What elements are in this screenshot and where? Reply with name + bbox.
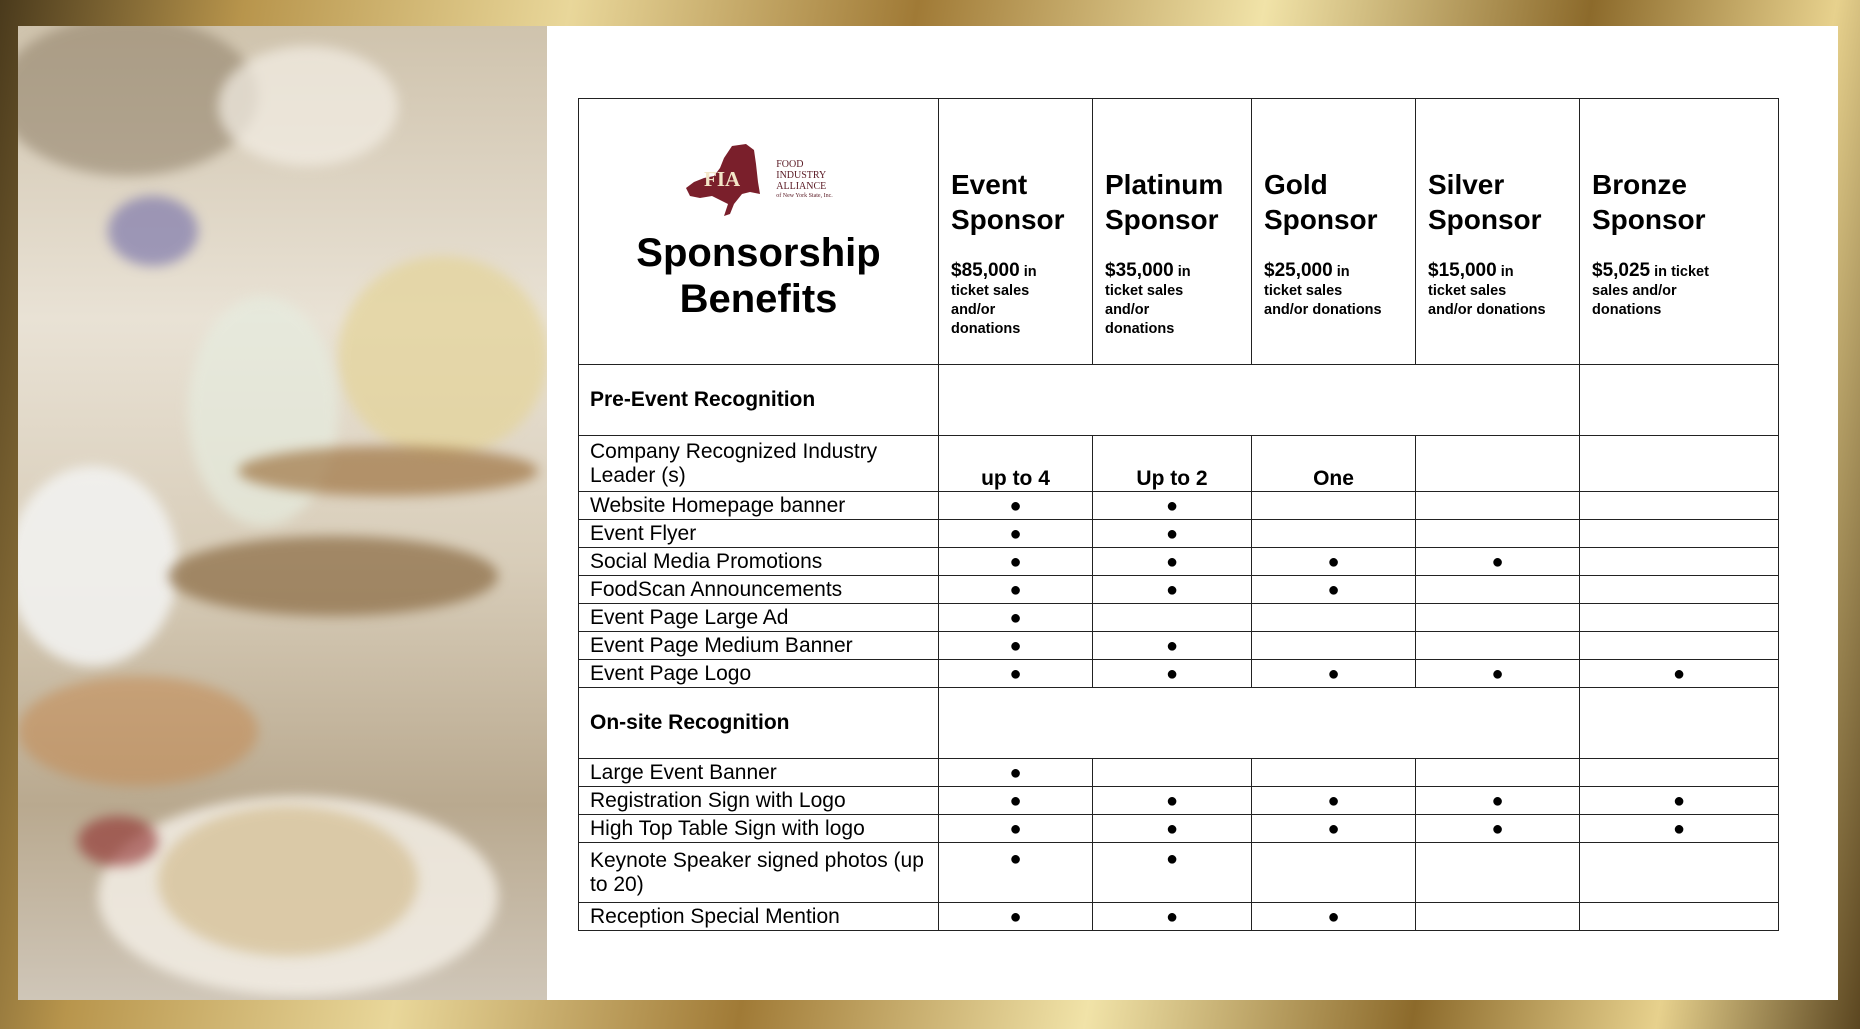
benefit-label: High Top Table Sign with logo <box>579 815 939 843</box>
tier-name: Silver Sponsor <box>1428 169 1542 235</box>
benefit-row <box>579 604 1779 632</box>
benefit-label: Registration Sign with Logo <box>579 787 939 815</box>
fia-logo-wordmark: FOOD INDUSTRY ALLIANCE of New York State, Inc. <box>776 159 833 199</box>
benefit-label: Event Page Logo <box>579 660 939 688</box>
benefit-row <box>579 492 1779 520</box>
tier-header-3 <box>1416 99 1580 365</box>
fia-logo <box>579 142 938 218</box>
benefit-row <box>579 660 1779 688</box>
section-blank <box>939 365 1580 436</box>
benefit-cell <box>1252 759 1416 787</box>
benefit-cell <box>1580 903 1779 931</box>
benefit-cell: Up to 2 <box>1093 436 1252 492</box>
benefit-included-mark: ● <box>939 759 1093 787</box>
benefit-cell <box>1252 520 1416 548</box>
benefit-included-mark: ● <box>939 787 1093 815</box>
benefit-row <box>579 843 1779 903</box>
benefit-included-mark: ● <box>1580 815 1779 843</box>
benefit-row <box>579 903 1779 931</box>
benefit-included-mark: ● <box>1580 787 1779 815</box>
benefit-included-mark: ● <box>1416 548 1580 576</box>
benefit-included-mark: ● <box>1093 576 1252 604</box>
section-heading: On-site Recognition <box>579 688 939 759</box>
benefit-cell <box>1416 632 1580 660</box>
page-title: Sponsorship Benefits <box>636 230 881 321</box>
benefit-cell <box>1416 843 1580 903</box>
sponsorship-benefits-table <box>578 98 1779 931</box>
benefit-included-mark: ● <box>939 548 1093 576</box>
benefit-cell: up to 4 <box>939 436 1093 492</box>
benefit-included-mark: ● <box>939 815 1093 843</box>
benefit-included-mark: ● <box>1093 787 1252 815</box>
benefit-included-mark: ● <box>939 576 1093 604</box>
benefit-cell <box>1252 492 1416 520</box>
benefit-cell <box>1580 520 1779 548</box>
header-row <box>579 99 1779 365</box>
benefit-included-mark: ● <box>1093 520 1252 548</box>
benefit-included-mark: ● <box>1093 903 1252 931</box>
benefit-label: Keynote Speaker signed photos (up to 20) <box>579 843 939 903</box>
benefit-cell <box>1580 604 1779 632</box>
benefit-included-mark: ● <box>939 843 1093 903</box>
benefit-cell <box>1580 576 1779 604</box>
benefit-included-mark: ● <box>1252 787 1416 815</box>
section-heading: Pre-Event Recognition <box>579 365 939 436</box>
tier-amount: $25,000 <box>1264 260 1333 281</box>
benefit-cell <box>1252 843 1416 903</box>
section-blank <box>1580 365 1779 436</box>
benefit-cell <box>1580 759 1779 787</box>
benefit-cell <box>1416 576 1580 604</box>
tier-amount: $35,000 <box>1105 260 1174 281</box>
benefit-included-mark: ● <box>1252 815 1416 843</box>
section-blank <box>1580 688 1779 759</box>
tier-amount: $5,025 <box>1592 260 1651 281</box>
title-cell <box>579 99 939 365</box>
benefit-included-mark: ● <box>1252 576 1416 604</box>
benefits-document <box>547 26 1838 1000</box>
benefit-included-mark: ● <box>1580 660 1779 688</box>
section-row <box>579 688 1779 759</box>
benefit-cell <box>1252 632 1416 660</box>
benefit-cell: One <box>1252 436 1416 492</box>
catering-photo <box>18 26 547 1000</box>
benefit-row <box>579 576 1779 604</box>
benefit-included-mark: ● <box>1416 815 1580 843</box>
benefit-label: Event Flyer <box>579 520 939 548</box>
tier-name: Bronze Sponsor <box>1592 169 1706 235</box>
tier-price: $35,000 in ticket sales and/or donations <box>1105 260 1191 337</box>
benefit-row <box>579 548 1779 576</box>
benefit-label: Social Media Promotions <box>579 548 939 576</box>
benefit-cell <box>1416 436 1580 492</box>
section-row <box>579 365 1779 436</box>
benefit-label: FoodScan Announcements <box>579 576 939 604</box>
tier-header-0 <box>939 99 1093 365</box>
benefit-cell <box>1580 492 1779 520</box>
benefit-included-mark: ● <box>939 903 1093 931</box>
benefit-row <box>579 520 1779 548</box>
benefit-label: Website Homepage banner <box>579 492 939 520</box>
benefit-included-mark: ● <box>1093 492 1252 520</box>
benefit-included-mark: ● <box>1252 660 1416 688</box>
benefit-included-mark: ● <box>1093 632 1252 660</box>
tier-name: Platinum Sponsor <box>1105 169 1224 235</box>
benefit-included-mark: ● <box>1093 548 1252 576</box>
tier-header-4 <box>1580 99 1779 365</box>
benefit-cell <box>1416 492 1580 520</box>
benefit-cell <box>1416 903 1580 931</box>
benefit-cell <box>1093 759 1252 787</box>
benefit-included-mark: ● <box>1093 660 1252 688</box>
benefit-cell <box>1416 520 1580 548</box>
tier-header-2 <box>1252 99 1416 365</box>
benefit-row <box>579 815 1779 843</box>
benefit-included-mark: ● <box>1252 548 1416 576</box>
section-blank <box>939 688 1580 759</box>
tier-name: Event Sponsor <box>951 169 1065 235</box>
benefit-cell <box>1416 604 1580 632</box>
fia-logo-mark: FIA <box>704 166 741 191</box>
benefit-label: Reception Special Mention <box>579 903 939 931</box>
benefit-cell <box>1580 548 1779 576</box>
tier-price: $5,025 in ticket sales and/or donations <box>1592 260 1709 318</box>
benefit-label: Company Recognized Industry Leader (s) <box>579 436 939 492</box>
new-york-state-icon <box>684 142 772 218</box>
benefit-included-mark: ● <box>939 492 1093 520</box>
benefit-cell <box>1252 604 1416 632</box>
benefit-included-mark: ● <box>1416 660 1580 688</box>
benefit-row <box>579 787 1779 815</box>
benefit-label: Event Page Medium Banner <box>579 632 939 660</box>
benefit-included-mark: ● <box>1093 843 1252 903</box>
benefit-included-mark: ● <box>1416 787 1580 815</box>
benefit-included-mark: ● <box>939 604 1093 632</box>
benefit-included-mark: ● <box>1252 903 1416 931</box>
benefit-included-mark: ● <box>939 660 1093 688</box>
tier-price: $15,000 in ticket sales and/or donations <box>1428 260 1546 318</box>
benefit-label: Large Event Banner <box>579 759 939 787</box>
tier-amount: $85,000 <box>951 260 1020 281</box>
tier-price: $85,000 in ticket sales and/or donations <box>951 260 1037 337</box>
benefit-included-mark: ● <box>939 520 1093 548</box>
benefit-row <box>579 632 1779 660</box>
benefit-cell <box>1093 604 1252 632</box>
tier-name: Gold Sponsor <box>1264 169 1378 235</box>
benefit-cell <box>1580 436 1779 492</box>
benefit-included-mark: ● <box>1093 815 1252 843</box>
benefit-cell <box>1580 843 1779 903</box>
tier-price: $25,000 in ticket sales and/or donations <box>1264 260 1382 318</box>
benefit-row <box>579 759 1779 787</box>
slide-frame <box>18 26 1838 1000</box>
benefit-label: Event Page Large Ad <box>579 604 939 632</box>
benefit-row <box>579 436 1779 492</box>
tier-header-1 <box>1093 99 1252 365</box>
benefit-cell <box>1580 632 1779 660</box>
benefit-included-mark: ● <box>939 632 1093 660</box>
benefit-cell <box>1416 759 1580 787</box>
tier-amount: $15,000 <box>1428 260 1497 281</box>
